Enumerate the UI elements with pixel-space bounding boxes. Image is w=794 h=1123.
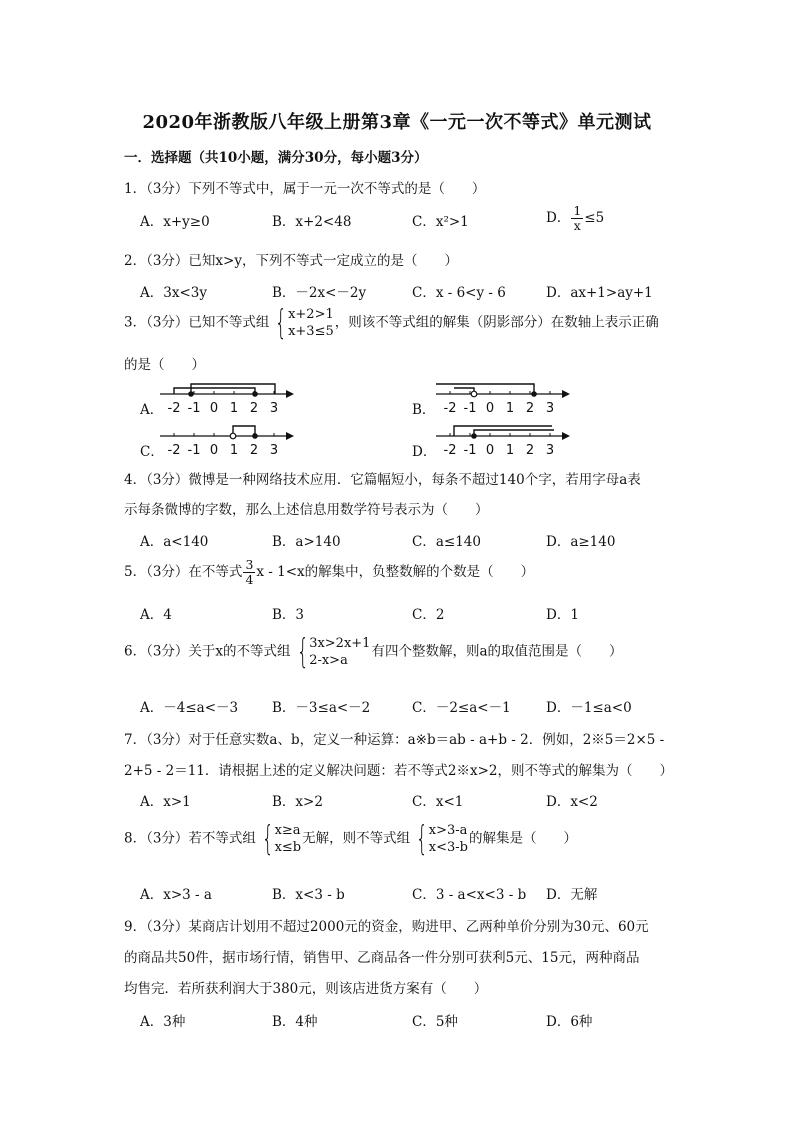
q9-option-b: B．4种	[272, 1014, 318, 1030]
q3-inequality-system	[270, 303, 334, 343]
tick-label: 0	[209, 401, 219, 416]
system-line: x≥a	[274, 823, 301, 838]
q6-option-d: D．－1≤a<0	[546, 700, 632, 716]
system-line: 2-x>a	[309, 653, 348, 668]
q5-option-c: C．2	[412, 607, 445, 623]
tick-label: -1	[463, 401, 477, 416]
q5-option-d: D．1	[546, 607, 579, 623]
system-line: 3x>2x+1	[309, 636, 371, 651]
q7-option-a: A．x>1	[140, 794, 191, 810]
q4-option-a: A．a<140	[140, 534, 209, 550]
system-line: x+3≤5	[288, 324, 334, 339]
q4-option-c: C．a≤140	[412, 534, 481, 550]
q3-option-c: C．	[140, 444, 164, 460]
question-4-stem: 4．（3分）微博是一种网络技术应用．它篇幅短小，每条不超过140个字，若用字母a表	[124, 472, 641, 488]
q5-option-a: A．4	[140, 607, 172, 623]
tick-label: 0	[209, 443, 219, 458]
fraction-denominator: 4	[245, 572, 254, 587]
system-line: x<3-b	[428, 840, 468, 855]
q1-option-b: B．x+2<48	[272, 214, 352, 230]
q4-option-d: D．a≥140	[546, 534, 616, 550]
q4-option-b: B．a>140	[272, 534, 341, 550]
question-6-stem	[124, 632, 623, 672]
question-3-stem	[124, 303, 659, 343]
q6-inequality-system	[292, 632, 371, 672]
brace-icon: {	[296, 632, 309, 672]
system-line: x>3-a	[428, 823, 468, 838]
tick-label: -1	[187, 443, 201, 458]
q2-option-c: C．x - 6<y - 6	[412, 285, 506, 301]
q3-stem-pre: 3．（3分）已知不等式组	[124, 314, 270, 331]
tick-label: 1	[229, 443, 239, 458]
tick-label: -1	[187, 401, 201, 416]
q8-option-b: B．x<3 - b	[272, 887, 345, 903]
system-line: x+2>1	[288, 307, 334, 322]
tick-label: 1	[505, 401, 515, 416]
q1-option-d-fraction	[571, 204, 583, 233]
q8-inequality-system-1	[257, 819, 302, 859]
brace-icon: {	[261, 819, 274, 859]
tick-label: -2	[443, 401, 457, 416]
question-4-stem-2: 示每条微博的字数，那么上述信息用数学符号表示为（ ）	[124, 502, 489, 518]
fraction-numerator: 1	[573, 203, 582, 218]
q3-number-line-d	[434, 419, 574, 459]
tick-label: 3	[545, 401, 555, 416]
tick-label: -1	[463, 443, 477, 458]
tick-label: 0	[485, 443, 495, 458]
page-title: 2020年浙教版八年级上册第3章《一元一次不等式》单元测试	[142, 112, 652, 133]
q2-option-b: B．－2x<－2y	[272, 285, 367, 301]
q7-option-c: C．x<1	[412, 794, 464, 810]
tick-label: 1	[229, 401, 239, 416]
q8-stem-mid: 无解，则不等式组	[302, 830, 411, 847]
q3-number-line-b	[434, 377, 574, 417]
q2-option-d: D．ax+1>ay+1	[546, 285, 653, 301]
tick-label: 2	[249, 401, 259, 416]
brace-icon: {	[275, 303, 288, 343]
q5-fraction	[243, 558, 255, 587]
question-8-stem	[124, 819, 577, 859]
fraction-numerator: 3	[245, 557, 254, 572]
tick-label: -2	[167, 443, 181, 458]
q3-stem-post: ，则该不等式组的解集（阴影部分）在数轴上表示正确	[334, 314, 659, 331]
question-9-stem-2: 的商品共50件，据市场行情，销售甲、乙商品各一件分别可获利5元、15元，两种商品	[124, 950, 640, 966]
q3-number-line-a	[158, 377, 298, 417]
tick-label: 3	[545, 443, 555, 458]
tick-label: -2	[443, 443, 457, 458]
q1-option-d-label: D．	[546, 210, 571, 226]
q8-option-a: A．x>3 - a	[140, 887, 212, 903]
q5-option-b: B．3	[272, 607, 305, 623]
tick-label: 3	[269, 443, 279, 458]
q6-stem-pre: 6．（3分）关于x的不等式组	[124, 643, 291, 660]
question-2-stem: 2．（3分）已知x>y，下列不等式一定成立的是（ ）	[124, 253, 458, 269]
q5-stem-pre: 5．（3分）在不等式	[124, 564, 243, 580]
q7-option-b: B．x>2	[272, 794, 323, 810]
q3-option-a: A．	[140, 402, 164, 418]
section-heading: 一．选择题（共10小题，满分30分，每小题3分）	[124, 150, 428, 166]
tick-label: 0	[485, 401, 495, 416]
tick-label: 2	[525, 401, 535, 416]
q1-option-a: A．x+y≥0	[140, 214, 210, 230]
q8-option-d: D．无解	[546, 887, 598, 903]
q1-option-c: C．x²>1	[412, 214, 469, 230]
q6-option-b: B．－3≤a<－2	[272, 700, 371, 716]
q8-inequality-system-2	[411, 819, 468, 859]
question-1-stem: 1．（3分）下列不等式中，属于一元一次不等式的是（ ）	[124, 181, 486, 197]
question-9-stem-3: 均售完．若所获利润大于380元，则该店进货方案有（ ）	[124, 981, 488, 997]
q5-stem-post: x - 1<x的解集中，负整数解的个数是（ ）	[256, 564, 535, 580]
q8-stem-pre: 8．（3分）若不等式组	[124, 830, 256, 847]
tick-label: 1	[505, 443, 515, 458]
q2-option-a: A．3x<3y	[140, 285, 207, 301]
tick-label: 2	[525, 443, 535, 458]
system-line: x≤b	[274, 840, 302, 855]
q6-option-c: C．－2≤a<－1	[412, 700, 511, 716]
q9-option-c: C．5种	[412, 1014, 458, 1030]
question-9-stem: 9．（3分）某商店计划用不超过2000元的资金，购进甲、乙两种单价分别为30元、60元	[124, 919, 649, 935]
question-5-stem	[124, 558, 534, 587]
question-3-stem-2: 的是（ ）	[124, 357, 205, 373]
q3-option-b: B．	[412, 402, 436, 418]
q9-option-a: A．3种	[140, 1014, 186, 1030]
q8-stem-post: 的解集是（ ）	[468, 830, 577, 847]
tick-label: -2	[167, 401, 181, 416]
q3-number-line-c	[158, 419, 298, 459]
q8-option-c: C．3 - a<x<3 - b	[412, 887, 527, 903]
q1-option-d	[546, 204, 604, 233]
tick-label: 2	[249, 443, 259, 458]
question-7-stem: 7．（3分）对于任意实数a、b，定义一种运算：a※b＝ab - a+b - 2．例如，2※5＝2×5 -	[124, 732, 665, 748]
fraction-denominator: x	[573, 218, 581, 233]
q9-option-d: D．6种	[546, 1014, 593, 1030]
q6-option-a: A．－4≤a<－3	[140, 700, 239, 716]
brace-icon: {	[415, 819, 428, 859]
q6-stem-post: 有四个整数解，则a的取值范围是（ ）	[371, 643, 623, 660]
question-7-stem-2: 2+5 - 2＝11．请根据上述的定义解决问题：若不等式2※x>2，则不等式的解集为（ ）	[124, 763, 674, 779]
q1-option-d-tail: ≤5	[584, 210, 605, 226]
tick-label: 3	[269, 401, 279, 416]
q3-option-d: D．	[412, 444, 437, 460]
q7-option-d: D．x<2	[546, 794, 598, 810]
